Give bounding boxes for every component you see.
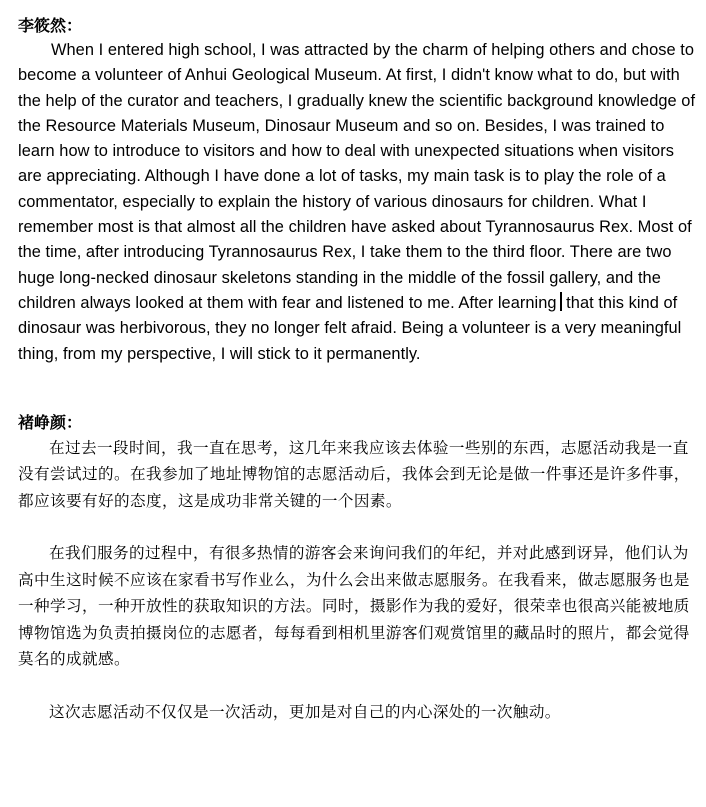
section-li-xiaoran: [18, 14, 700, 367]
chinese-paragraph-1: 在过去一段时间，我一直在思考，这几年来我应该去体验一些别的东西，志愿活动我是一直没有尝试过的。在我参加了地址博物馆的志愿活动后，我体会到无论是做一件事还是许多件事，都应该要有好的态度，这是成功非常关键的一个因素。: [18, 438, 690, 510]
document-body: [18, 14, 700, 725]
paragraph-text-part2: that this kind of dinosaur was herbivorous, they no longer felt afraid. Being a volunteer is a very meaningful thing, from my perspective, I will stick to it permanently.: [18, 293, 682, 363]
chinese-paragraph-3: 这次志愿活动不仅仅是一次活动，更加是对自己的内心深处的一次触动。: [49, 702, 561, 721]
spacer: [18, 673, 700, 699]
text-cursor: [560, 292, 562, 311]
spacer: [18, 367, 700, 411]
english-paragraph: [18, 38, 700, 367]
chinese-paragraph-2: 在我们服务的过程中，有很多热情的游客会来询问我们的年纪，并对此感到讶异，他们认为高中生这时候不应该在家看书写作业么，为什么会出来做志愿服务。在我看来，做志愿服务也是一种学习，一种开放性的获取知识的方法。同时，摄影作为我的爱好，很荣幸也很高兴能被地质博物馆选为负责拍摄岗位的志愿者，每每看到相机里游客们观赏馆里的藏品时的照片，都会觉得莫名的成就感。: [18, 544, 690, 669]
author-name: 李筱然：: [18, 16, 83, 35]
author-name: 褚峥颜：: [18, 412, 83, 432]
section-chu-zhengyan: [18, 411, 700, 726]
spacer: [18, 514, 700, 540]
paragraph-text-part1: When I entered high school, I was attracted by the charm of helping others and chose to become a volunteer of Anhui Geological Museum. At first, I didn't know what to do, but with the help of the curator and teachers, I gradually knew the scientific background knowledge of the Resource Materials Museum, Dinosaur Museum and so on. Besides, I was trained to learn how to introduce to visitors and how to deal with unexpected situations when visitors are appreciating. Although I have done a lot of tasks, my main task is to play the role of a commentator, especially to explain the history of various dinosaurs for children. What I remember most is that almost all the children have asked about Tyrannosaurus Rex. Most of the time, after introducing Tyrannosaurus Rex, I take them to the third floor. There are two huge long-necked dinosaur skeletons standing in the middle of the fossil gallery, and the children always looked at them with fear and listened to me. After learning: [18, 41, 696, 312]
